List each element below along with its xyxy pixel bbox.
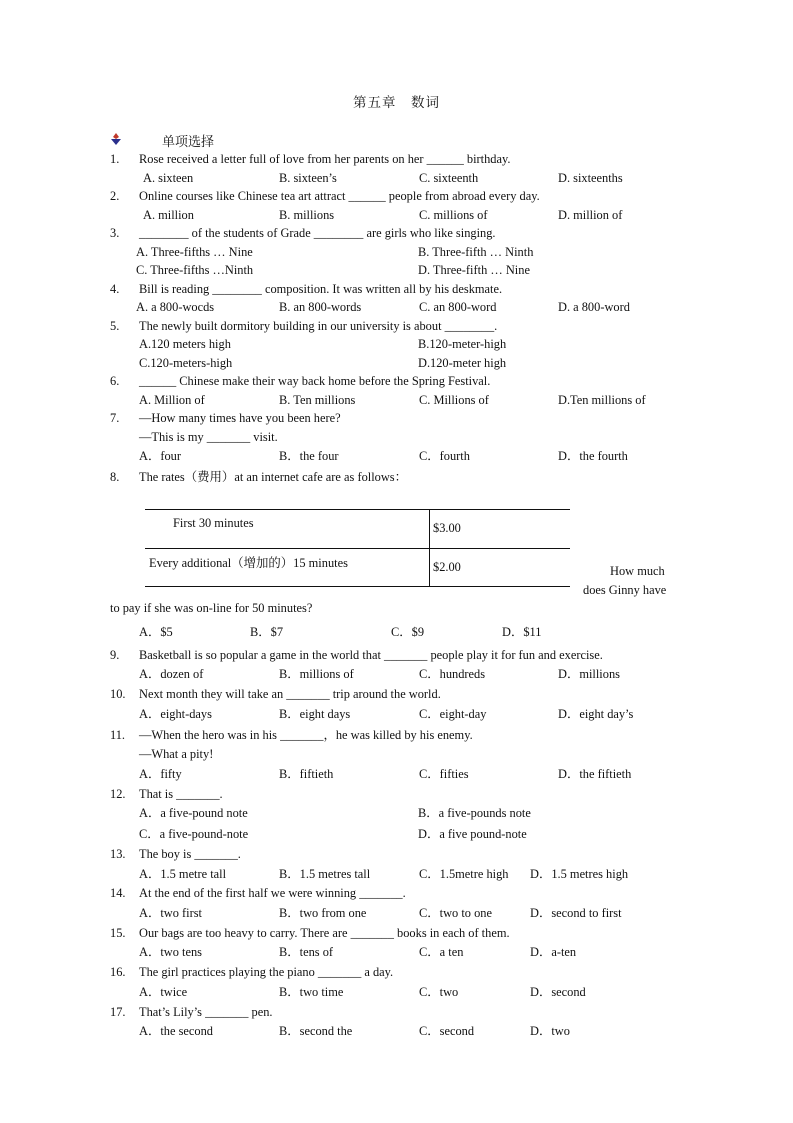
question-number: 3. [110, 226, 120, 240]
question-stem: At the end of the first half we were winning _______. [139, 886, 406, 900]
option-c: C．fourth [419, 449, 470, 463]
question-number: 13. [110, 847, 126, 861]
option-c: C. millions of [419, 208, 488, 222]
option-b: B. an 800-words [279, 300, 362, 314]
section-label: 单项选择 [162, 135, 215, 150]
question-stem: —When the hero was in his _______，he was killed by his enemy. [139, 728, 473, 742]
question-number: 2. [110, 189, 120, 203]
question-number: 9. [110, 648, 120, 662]
option-a: A．$5 [139, 625, 173, 639]
option-b: B. millions [279, 208, 335, 222]
option-c: C．two to one [419, 906, 492, 920]
option-b: B．two time [279, 985, 344, 999]
option-d: D．second [530, 985, 586, 999]
table-cell-price: $2.00 [433, 560, 461, 574]
option-d: D. million of [558, 208, 623, 222]
question-stem-side: does Ginny have [583, 583, 667, 597]
option-c: C．eight-day [419, 707, 487, 721]
question-stem: The newly built dormitory building in our university is about ________. [139, 319, 498, 333]
question-number: 4. [110, 282, 120, 296]
question-stem: The boy is _______. [139, 847, 241, 861]
question-stem-side: How much [610, 564, 665, 578]
question-number: 10. [110, 687, 126, 701]
question-stem: ______ Chinese make their way back home before the Spring Festival. [139, 374, 491, 388]
question-stem: Basketball is so popular a game in the world that _______ people play it for fun and exercise. [139, 648, 603, 662]
option-b: B．the four [279, 449, 339, 463]
question-stem-line2: —This is my _______ visit. [139, 430, 278, 444]
chapter-title: 第五章 数词 [353, 95, 440, 111]
option-c: C.120-meters-high [139, 356, 233, 370]
option-b: B. sixteen’s [279, 171, 337, 185]
option-c: C. an 800-word [419, 300, 497, 314]
option-d: D．millions [558, 667, 620, 681]
option-d: D．the fiftieth [558, 767, 632, 781]
option-b: B．millions of [279, 667, 354, 681]
question-stem: Bill is reading ________ composition. It was written all by his deskmate. [139, 282, 503, 296]
question-stem: ________ of the students of Grade ________ are girls who like singing. [139, 226, 496, 240]
option-a: A．the second [139, 1024, 213, 1038]
option-a: A．1.5 metre tall [139, 867, 227, 881]
table-cell-item: First 30 minutes [173, 516, 254, 530]
question-stem: That’s Lily’s _______ pen. [139, 1005, 273, 1019]
question-number: 8. [110, 470, 120, 484]
option-c: C. sixteenth [419, 171, 479, 185]
option-d: D．a-ten [530, 945, 577, 959]
diamond-arrow-bullet-icon [110, 133, 122, 145]
option-d: D．two [530, 1024, 570, 1038]
option-c: C．a ten [419, 945, 464, 959]
option-d: D．$11 [502, 625, 542, 639]
question-number: 5. [110, 319, 120, 333]
option-c: C．two [419, 985, 459, 999]
option-a: A.120 meters high [139, 337, 231, 351]
option-a: A．eight-days [139, 707, 212, 721]
option-c: C．a five-pound-note [139, 827, 249, 841]
option-b: B. Ten millions [279, 393, 356, 407]
option-d: D. sixteenths [558, 171, 623, 185]
option-d: D．the fourth [558, 449, 628, 463]
option-c: C．1.5metre high [419, 867, 509, 881]
option-c: C．fifties [419, 767, 469, 781]
question-stem-line2: —What a pity! [139, 747, 214, 761]
question-number: 1. [110, 152, 120, 166]
option-a: A. Three-fifths … Nine [136, 245, 253, 259]
option-c: C．hundreds [419, 667, 486, 681]
option-d: D．a five pound-note [418, 827, 527, 841]
option-a: A．two first [139, 906, 202, 920]
option-b: B.120-meter-high [418, 337, 507, 351]
option-b: B．fiftieth [279, 767, 334, 781]
question-number: 7. [110, 411, 120, 425]
option-d: D．eight day’s [558, 707, 634, 721]
question-stem: The girl practices playing the piano _______ a day. [139, 965, 394, 979]
option-b: B．1.5 metres tall [279, 867, 371, 881]
option-c: C. Millions of [419, 393, 489, 407]
question-stem: —How many times have you been here? [139, 411, 341, 425]
option-a: A. million [143, 208, 194, 222]
question-stem-continued: to pay if she was on-line for 50 minutes? [110, 601, 313, 615]
question-number: 11. [110, 728, 126, 742]
option-a: A．twice [139, 985, 188, 999]
question-number: 17. [110, 1005, 126, 1019]
option-d: D. Three-fifth … Nine [418, 263, 530, 277]
question-stem: The rates（费用）at an internet cafe are as follows： [139, 470, 408, 484]
table-cell-price: $3.00 [433, 521, 461, 535]
option-b: B．two from one [279, 906, 367, 920]
question-stem: That is _______. [139, 787, 223, 801]
question-stem: Next month they will take an _______ trip around the world. [139, 687, 441, 701]
option-b: B. Three-fifth … Ninth [418, 245, 534, 259]
option-a: A. a 800-wocds [136, 300, 215, 314]
question-number: 6. [110, 374, 120, 388]
option-c: C．second [419, 1024, 475, 1038]
option-b: B．second the [279, 1024, 353, 1038]
option-d: D．1.5 metres high [530, 867, 629, 881]
option-c: C. Three-fifths …Ninth [136, 263, 254, 277]
table-cell-item: Every additional（增加的）15 minutes [149, 556, 348, 570]
question-number: 12. [110, 787, 126, 801]
question-number: 15. [110, 926, 126, 940]
option-a: A．four [139, 449, 181, 463]
option-a: A. Million of [139, 393, 205, 407]
question-number: 14. [110, 886, 126, 900]
question-stem: Our bags are too heavy to carry. There are _______ books in each of them. [139, 926, 510, 940]
question-stem: Rose received a letter full of love from her parents on her ______ birthday. [139, 152, 511, 166]
option-a: A．a five-pound note [139, 806, 248, 820]
option-b: B．$7 [250, 625, 284, 639]
question-number: 16. [110, 965, 126, 979]
option-c: C．$9 [391, 625, 425, 639]
option-b: B．eight days [279, 707, 351, 721]
option-a: A. sixteen [143, 171, 194, 185]
option-d: D. a 800-word [558, 300, 630, 314]
option-a: A．dozen of [139, 667, 204, 681]
question-stem: Online courses like Chinese tea art attract ______ people from abroad every day. [139, 189, 540, 203]
option-a: A．two tens [139, 945, 202, 959]
option-d: D.120-meter high [418, 356, 507, 370]
option-d: D．second to first [530, 906, 622, 920]
option-d: D.Ten millions of [558, 393, 646, 407]
option-b: B．tens of [279, 945, 334, 959]
option-b: B．a five-pounds note [418, 806, 531, 820]
option-a: A．fifty [139, 767, 182, 781]
